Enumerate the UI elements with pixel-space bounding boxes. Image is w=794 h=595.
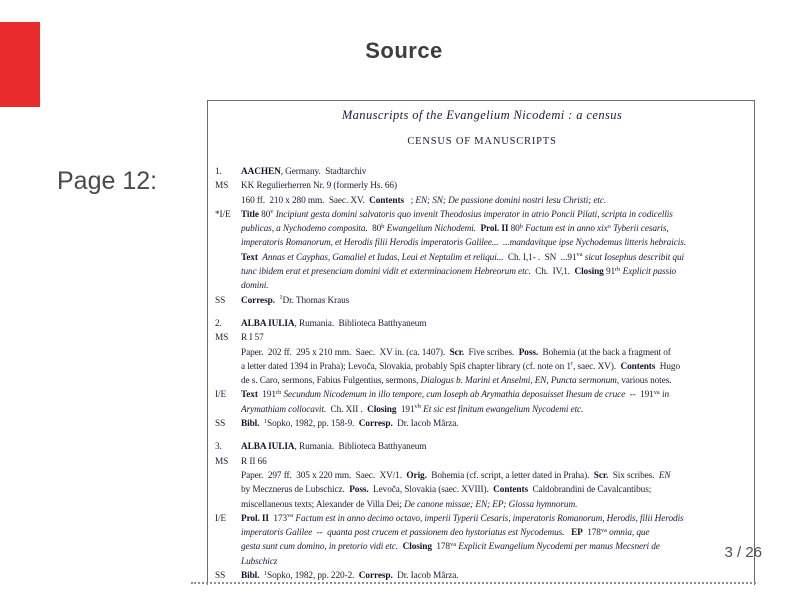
census-line-text: Prol. II $173^{va}$ Factum est in anno decimo octavo, imperii Typerii Cesaris, imperatoris Romanorum, Herodis, filii Herodis bbox=[241, 512, 684, 524]
census-line-text: Corresp. $^1$Dr. Thomas Kraus bbox=[241, 294, 350, 306]
census-line bbox=[215, 403, 749, 417]
census-line-label: 3. bbox=[215, 442, 222, 453]
census-line bbox=[215, 388, 749, 402]
census-line-label: SS bbox=[215, 419, 226, 430]
census-line-label bbox=[215, 403, 241, 417]
census-line-text: R I 57 bbox=[241, 333, 264, 344]
census-line bbox=[215, 251, 749, 265]
census-line bbox=[215, 179, 749, 193]
census-line-text: Lubschicz bbox=[241, 556, 278, 567]
census-line-text: gesta sunt cum domino, in pretorio vidi etc. Closing $178^{va}$ Explicit Ewangelium Nycodemi per manus Mecsneri de bbox=[241, 540, 660, 553]
census-line bbox=[215, 498, 749, 512]
census-line-label bbox=[215, 265, 241, 279]
census-line-label bbox=[215, 251, 241, 265]
census-line-label: SS bbox=[215, 295, 226, 306]
census-entries bbox=[215, 165, 749, 583]
census-line bbox=[215, 222, 749, 236]
census-line-label bbox=[215, 346, 241, 360]
census-line-text: imperatoris Romanorum, et Herodis filii Herodis imperatoris Galilee... ...mandavitque ipse Nychodemus litteris hebraicis. bbox=[241, 238, 686, 249]
census-line-text: miscellaneous texts; Alexander de Villa Dei; De canone missae; EN; EP; Glossa hymnorum. bbox=[241, 499, 578, 510]
census-line-label bbox=[215, 555, 241, 569]
census-line-label bbox=[215, 469, 241, 483]
census-line-text: Text $191^{rb}$ Secundum Nicodemum in illo tempore, cum Ioseph ab Arymathia deposuisset Ihesum de cruce -- $191^{va}$ in bbox=[241, 388, 670, 401]
census-line-text: Paper. 297 ff. 305 x 220 mm. Saec. XV/1. Orig. Bohemia (cf. script, a letter dated in Praha). Scr. Six scribes. EN bbox=[241, 470, 671, 481]
slide-page-number: 3 / 26 bbox=[724, 544, 762, 561]
census-line bbox=[215, 440, 749, 454]
census-line-label bbox=[215, 526, 241, 540]
census-line-label bbox=[215, 374, 241, 388]
census-line bbox=[215, 236, 749, 250]
census-line-label: 1. bbox=[215, 167, 222, 177]
census-line bbox=[215, 265, 749, 279]
census-line-text: Title 80$^v$ Incipiunt gesta domini salvatoris quo invenit Theodosius imperator in atrio Poncii Pilati, scripta in codicellis bbox=[241, 208, 673, 220]
page-reference-label: Page 12: bbox=[57, 167, 158, 195]
census-line-text: by Mecznerus de Lubschicz. Poss. Levoča, Slovakia (saec. XVIII). Contents Caldobrandini de Cavalcantibus; bbox=[241, 485, 652, 496]
census-line bbox=[215, 483, 749, 497]
census-line-text: ALBA IULIA, Rumania. Biblioteca Batthyaneum bbox=[241, 442, 427, 453]
census-line-label: MS bbox=[215, 333, 229, 344]
census-line-text: tunc ibidem erat et presenciam domini vidit et exterminacionem Hebreorum etc. Ch. IV,1. Closing $91^{rb}$ Explicit passio bbox=[241, 265, 677, 278]
census-line bbox=[215, 374, 749, 388]
census-line-text: KK Regulierherren Nr. 9 (formerly Hs. 66) bbox=[241, 181, 397, 192]
census-line bbox=[215, 279, 749, 293]
census-line bbox=[215, 194, 749, 208]
census-line-label: 2. bbox=[215, 318, 222, 329]
census-line bbox=[215, 555, 749, 569]
census-line-label: I/E bbox=[215, 390, 227, 401]
census-line bbox=[215, 512, 749, 526]
census-line bbox=[215, 469, 749, 483]
census-line bbox=[215, 317, 749, 331]
census-line-label: *I/E bbox=[215, 209, 231, 220]
census-line bbox=[215, 346, 749, 360]
census-line-text: domini. bbox=[241, 281, 269, 292]
census-entry bbox=[215, 440, 749, 583]
census-line-text: de s. Caro, sermons, Fabius Fulgentius, sermons, Dialogus b. Marini et Anselmi, EN, Puncta sermonum, various notes. bbox=[241, 376, 672, 387]
census-line-label bbox=[215, 360, 241, 374]
census-line-label: SS bbox=[215, 571, 226, 582]
dotted-separator bbox=[191, 582, 756, 584]
census-line-text: Paper. 202 ff. 295 x 210 mm. Saec. XV in. (ca. 1407). Scr. Five scribes. Poss. Bohemia (at the back a fragment of bbox=[241, 347, 671, 358]
census-line-label bbox=[215, 236, 241, 250]
census-line-label bbox=[215, 498, 241, 512]
census-line bbox=[215, 417, 749, 431]
census-line-text: Arymathiam collocavit. Ch. XII . Closing $191^{vb}$ Et sic est finitum ewangelium Nycodemi etc. bbox=[241, 403, 584, 415]
census-line-text: Bibl. $^1$Sopko, 1982, pp. 220-2. Corresp. Dr. Iacob Mârza. bbox=[241, 569, 459, 582]
census-line-text: R II 66 bbox=[241, 456, 267, 467]
census-line bbox=[215, 208, 749, 222]
census-line bbox=[215, 165, 749, 179]
census-line bbox=[215, 360, 749, 374]
scan-section-heading: CENSUS OF MANUSCRIPTS bbox=[407, 136, 557, 147]
census-line bbox=[215, 540, 749, 554]
census-line-text: Text Annas et Cayphas, Gamaliel et Iudas, Leui et Neptalim et reliqui... Ch. I,1- . SN $...91^{va}$ sicut Iosephus describit qui bbox=[241, 251, 684, 263]
census-line bbox=[215, 455, 749, 469]
census-line bbox=[215, 331, 749, 345]
slide-title: Source bbox=[365, 38, 443, 63]
census-line-text: imperatoris Galilee -- quanta post crucem et passionem deo hystoriatus est Nycodemus. EP $178^{va}$ omnia, que bbox=[241, 526, 650, 539]
census-line-text: a letter dated 1394 in Praha); Levoča, Slovakia, probably Spiš chapter library (cf. note on 1$^r$, saec. XV). Contents Hugo bbox=[241, 360, 681, 372]
census-line-label bbox=[215, 483, 241, 497]
census-line-label bbox=[215, 279, 241, 293]
census-line-text: 160 ff. 210 x 280 mm. Saec. XV. Contents ; EN; SN; De passione domini nostri Iesu Christi; etc. bbox=[241, 195, 607, 206]
accent-bar bbox=[0, 22, 40, 107]
census-line bbox=[215, 294, 749, 308]
census-line-label: MS bbox=[215, 181, 229, 192]
scan-book-title: Manuscripts of the Evangelium Nicodemi : a census bbox=[341, 108, 623, 122]
scanned-census-page bbox=[207, 100, 755, 585]
census-line-label bbox=[215, 194, 241, 208]
census-line-label bbox=[215, 540, 241, 554]
census-line-text: AACHEN, Germany. Stadtarchiv bbox=[241, 167, 367, 177]
census-entry bbox=[215, 165, 749, 308]
census-line-text: publicas, a Nychodemo composita. 80$^b$ Ewangelium Nichodemi. Prol. II 80$^b$ Factum est in anno xix$^o$ Tyberii cesaris, bbox=[241, 222, 669, 235]
census-line-label: MS bbox=[215, 456, 229, 467]
census-line-label: I/E bbox=[215, 513, 227, 524]
census-line bbox=[215, 526, 749, 540]
census-line-text: Bibl. $^1$Sopko, 1982, pp. 158-9. Corresp. Dr. Iacob Mârza. bbox=[241, 417, 459, 430]
census-line-text: ALBA IULIA, Rumania. Biblioteca Batthyaneum bbox=[241, 318, 427, 329]
census-line-label bbox=[215, 222, 241, 236]
census-entry bbox=[215, 317, 749, 431]
